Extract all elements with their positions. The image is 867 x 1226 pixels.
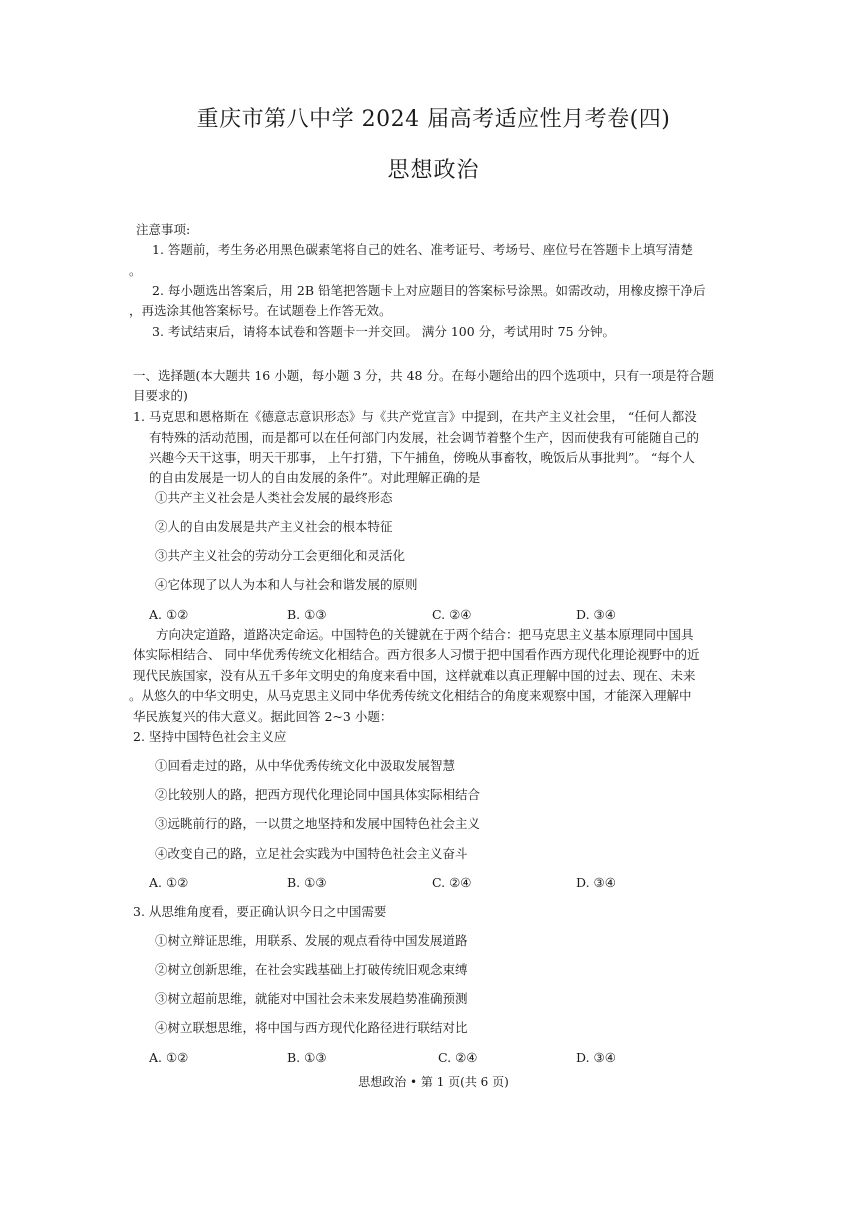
notice-item: 1. 答题前，考生务必用黑色碳素笔将自己的姓名、准考证号、考场号、座位号在答题卡上填写清楚 xyxy=(152,242,693,257)
answer-option: A. ①② xyxy=(149,1050,189,1065)
notice-item: ，再选涂其他答案标号。在试题卷上作答无效。 xyxy=(129,303,392,318)
answer-option: C. ②④ xyxy=(432,607,472,622)
page-subtitle: 思想政治 xyxy=(387,158,480,183)
page-footer: 思想政治 • 第 1 页(共 6 页) xyxy=(358,1075,509,1089)
statement-item: ③共产主义社会的劳动分工会更细化和灵活化 xyxy=(155,548,406,563)
statement-item: ③树立超前思维，就能对中国社会未来发展趋势准确预测 xyxy=(155,991,468,1006)
answer-option: B. ①③ xyxy=(287,607,327,622)
answer-option: D. ③④ xyxy=(576,607,616,622)
notice-item: 2. 每小题选出答案后，用 2B 铅笔把答题卡上对应题目的答案标号涂黑。如需改动，用橡皮擦干净后 xyxy=(152,283,706,298)
notice-heading: 注意事项: xyxy=(136,222,191,237)
page-title: 重庆市第八中学 2024 届高考适应性月考卷(四) xyxy=(196,107,671,132)
statement-item: ①树立辩证思维，用联系、发展的观点看待中国发展道路 xyxy=(155,933,468,948)
statement-item: ②树立创新思维，在社会实践基础上打破传统旧观念束缚 xyxy=(155,962,468,977)
statement-item: ①共产主义社会是人类社会发展的最终形态 xyxy=(155,490,393,505)
statement-item: ①回看走过的路，从中华优秀传统文化中汲取发展智慧 xyxy=(155,758,456,773)
statement-item: ④树立联想思维，将中国与西方现代化路径进行联结对比 xyxy=(155,1020,468,1035)
question-2-stem: 2. 坚持中国特色社会主义应 xyxy=(133,729,287,744)
answer-option: C. ②④ xyxy=(438,1050,478,1065)
statement-item: ④它体现了以人为本和人与社会和谐发展的原则 xyxy=(155,577,418,592)
statement-item: ②人的自由发展是共产主义社会的根本特征 xyxy=(155,519,393,534)
answer-option: D. ③④ xyxy=(576,1050,616,1065)
answer-option: A. ①② xyxy=(149,875,189,890)
notice-item: 3. 考试结束后，请将本试卷和答题卡一并交回。 满分 100 分，考试用时 75 分钟。 xyxy=(152,324,616,339)
statement-item: ③远眺前行的路，一以贯之地坚持和发展中国特色社会主义 xyxy=(155,816,481,831)
answer-option: B. ①③ xyxy=(287,1050,327,1065)
section-heading: 一、选择题(本大题共 16 小题，每小题 3 分，共 48 分。在每小题给出的四个选项中，只有一项是符合题 xyxy=(133,368,714,383)
statement-item: ②比较别人的路，把西方现代化理论同中国具体实际相结合 xyxy=(155,787,481,802)
notice-item: 。 xyxy=(129,263,142,278)
answer-option: A. ①② xyxy=(149,607,189,622)
answer-option: C. ②④ xyxy=(432,875,472,890)
question-3-stem: 3. 从思维角度看，要正确认识今日之中国需要 xyxy=(133,904,387,919)
answer-option: D. ③④ xyxy=(576,875,616,890)
section-heading: 目要求的) xyxy=(133,388,188,403)
statement-item: ④改变自己的路，立足社会实践为中国特色社会主义奋斗 xyxy=(155,846,468,861)
answer-option: B. ①③ xyxy=(287,875,327,890)
